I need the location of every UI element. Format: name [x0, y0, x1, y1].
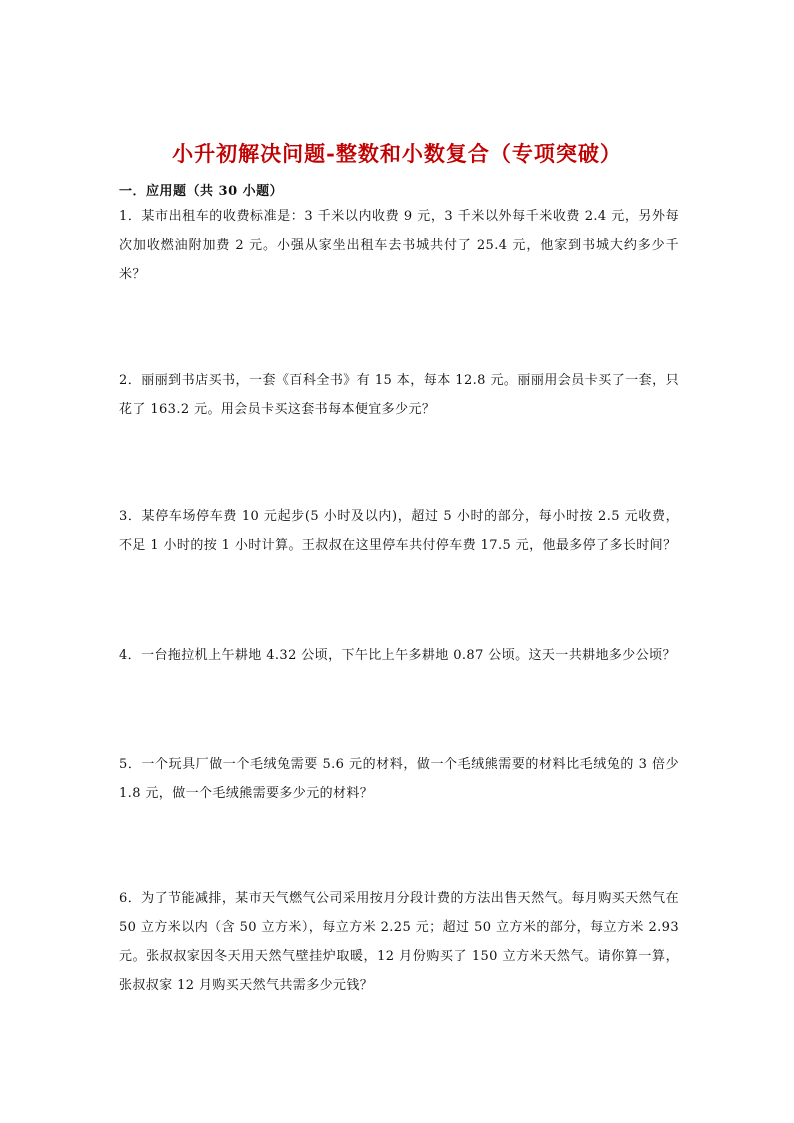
- section-heading: 一．应用题（共 30 小题）: [119, 184, 284, 199]
- question-2: 2．丽丽到书店买书，一套《百科全书》有 15 本，每本 12.8 元。丽丽用会员卡买了一套，只花了 163.2 元。用会员卡买这套书每本便宜多少元？: [119, 373, 679, 417]
- question-1: 1．某市出租车的收费标准是：3 千米以内收费 9 元，3 千米以外每千米收费 2.4 元，另外每次加收燃油附加费 2 元。小强从家坐出租车去书城共付了 25.4 元，他家到书城大约多少千米？: [119, 209, 679, 282]
- question-3: 3．某停车场停车费 10 元起步(5 小时及以内)，超过 5 小时的部分，每小时按 2.5 元收费，不足 1 小时的按 1 小时计算。王叔叔在这里停车共付停车费 17.5 元，他最多停了多长时间？: [119, 509, 679, 553]
- document-title: 小升初解决问题-整数和小数复合（专项突破）: [172, 141, 622, 166]
- question-6: 6．为了节能减排，某市天气燃气公司采用按月分段计费的方法出售天然气。每月购买天然气在 50 立方米以内（含 50 立方米），每立方米 2.25 元；超过 50 立方米的部分，每立方米 2.93 元。张叔叔家因冬天用天然气壁挂炉取暖，12 月份购买了 150 立方米天然气。请你算一算，张叔叔家 12 月购买天然气共需多少元钱？: [119, 891, 679, 993]
- question-5: 5．一个玩具厂做一个毛绒兔需要 5.6 元的材料，做一个毛绒熊需要的材料比毛绒兔的 3 倍少 1.8 元，做一个毛绒熊需要多少元的材料？: [119, 757, 679, 801]
- question-4: 4．一台拖拉机上午耕地 4.32 公顷，下午比上午多耕地 0.87 公顷。这天一共耕地多少公顷？: [119, 648, 676, 663]
